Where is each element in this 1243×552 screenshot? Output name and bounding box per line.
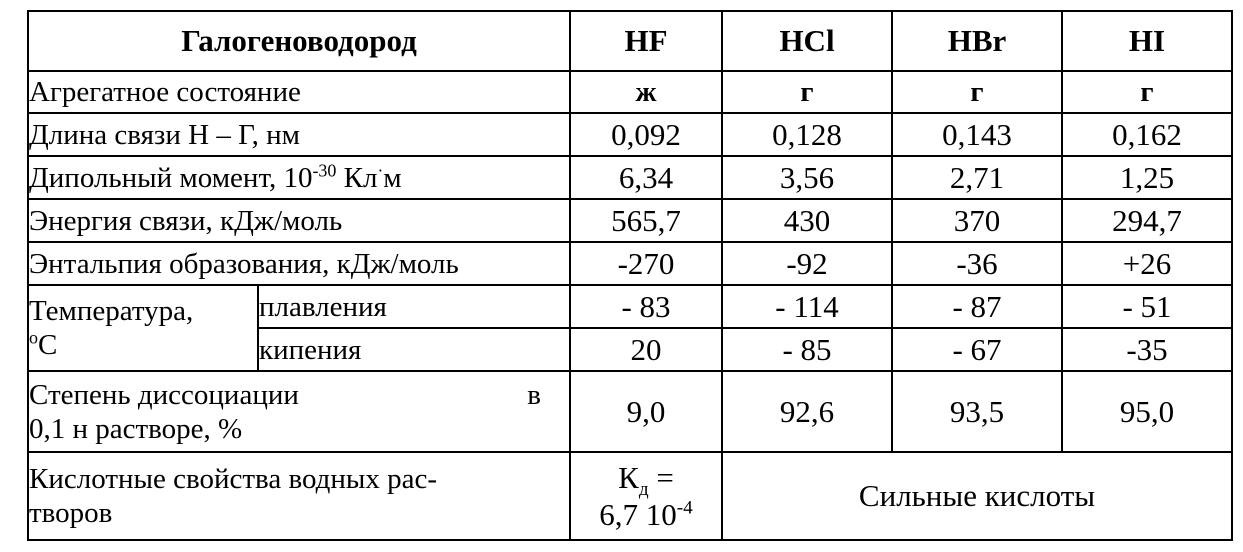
row-dipole bbox=[28, 156, 1232, 199]
cell-value: - 51 bbox=[1062, 285, 1232, 328]
kd-value: 6,7 10 bbox=[599, 497, 677, 532]
cell-value: - 83 bbox=[570, 285, 722, 328]
cell-value: 2,71 bbox=[892, 156, 1062, 199]
dipole-label-exp: -30 bbox=[312, 159, 337, 180]
header-hcl: HCl bbox=[722, 11, 892, 71]
header-hi: HI bbox=[1062, 11, 1232, 71]
hf-kd-line1 bbox=[571, 459, 721, 501]
dipole-label-main: Дипольный момент, 10 bbox=[29, 161, 313, 194]
temperature-label-line1: Температура, bbox=[29, 295, 194, 327]
row-label bbox=[28, 156, 570, 199]
cell-value: ж bbox=[570, 71, 722, 113]
dipole-label-unit-b: м bbox=[383, 161, 402, 194]
dissociation-label-line1 bbox=[29, 378, 569, 412]
dissociation-label-line2: 0,1 н растворе, % bbox=[29, 412, 243, 445]
cell-value: 20 bbox=[570, 328, 722, 371]
row-bond-energy bbox=[28, 199, 1232, 242]
row-state bbox=[28, 71, 1232, 113]
cell-value: 95,0 bbox=[1062, 371, 1232, 452]
cell-value: 0,092 bbox=[570, 113, 722, 156]
dipole-label-dot: · bbox=[377, 159, 384, 180]
boiling-label: кипения bbox=[258, 328, 570, 371]
row-label bbox=[28, 452, 570, 540]
cell-value: -270 bbox=[570, 242, 722, 285]
hf-kd-line2 bbox=[571, 496, 721, 533]
header-label: Галогеноводород bbox=[28, 11, 570, 71]
header-row bbox=[28, 11, 1232, 71]
cell-value: 1,25 bbox=[1062, 156, 1232, 199]
temperature-degree: o bbox=[29, 327, 38, 348]
cell-value: - 87 bbox=[892, 285, 1062, 328]
kd-exponent: -4 bbox=[676, 497, 693, 519]
row-label bbox=[28, 371, 570, 452]
temperature-unit: C bbox=[37, 329, 58, 361]
cell-value: 565,7 bbox=[570, 199, 722, 242]
row-acidity bbox=[28, 452, 1232, 540]
header-hbr: HBr bbox=[892, 11, 1062, 71]
cell-value: 6,34 bbox=[570, 156, 722, 199]
cell-value: 294,7 bbox=[1062, 199, 1232, 242]
row-bond-length bbox=[28, 113, 1232, 156]
dipole-label-unit-a: Кл bbox=[336, 161, 378, 194]
row-label: Энтальпия образования, кДж/моль bbox=[28, 242, 570, 285]
strong-acids-cell: Сильные кислоты bbox=[722, 452, 1232, 540]
cell-value: 370 bbox=[892, 199, 1062, 242]
row-dissociation bbox=[28, 371, 1232, 452]
hydrogen-halides-table bbox=[27, 10, 1233, 541]
row-label: Длина связи Н – Г, нм bbox=[28, 113, 570, 156]
acidity-label-line2: творов bbox=[29, 497, 113, 529]
kd-equals: = bbox=[648, 460, 674, 495]
acidity-label-line1: Кислотные свойства водных рас- bbox=[29, 463, 438, 495]
row-melting bbox=[28, 285, 1232, 328]
melting-label: плавления bbox=[258, 285, 570, 328]
cell-value: г bbox=[892, 71, 1062, 113]
row-label: Агрегатное состояние bbox=[28, 71, 570, 113]
cell-value: - 67 bbox=[892, 328, 1062, 371]
cell-value: г bbox=[1062, 71, 1232, 113]
cell-value: 9,0 bbox=[570, 371, 722, 452]
row-enthalpy bbox=[28, 242, 1232, 285]
temperature-label bbox=[28, 285, 258, 371]
cell-value: 430 bbox=[722, 199, 892, 242]
hf-acidity-constant bbox=[570, 452, 722, 540]
cell-value: 92,6 bbox=[722, 371, 892, 452]
dissociation-label-end: в bbox=[527, 378, 541, 411]
cell-value: 93,5 bbox=[892, 371, 1062, 452]
cell-value: 0,143 bbox=[892, 113, 1062, 156]
dissociation-label-text: Степень диссоциации bbox=[29, 378, 299, 411]
cell-value: +26 bbox=[1062, 242, 1232, 285]
cell-value: -92 bbox=[722, 242, 892, 285]
cell-value: г bbox=[722, 71, 892, 113]
cell-value: 0,128 bbox=[722, 113, 892, 156]
header-hf: HF bbox=[570, 11, 722, 71]
cell-value: 0,162 bbox=[1062, 113, 1232, 156]
cell-value: -36 bbox=[892, 242, 1062, 285]
kd-subscript: д bbox=[638, 479, 649, 501]
row-label: Энергия связи, кДж/моль bbox=[28, 199, 570, 242]
cell-value: - 114 bbox=[722, 285, 892, 328]
cell-value: -35 bbox=[1062, 328, 1232, 371]
kd-symbol: К bbox=[618, 460, 639, 495]
cell-value: 3,56 bbox=[722, 156, 892, 199]
cell-value: - 85 bbox=[722, 328, 892, 371]
